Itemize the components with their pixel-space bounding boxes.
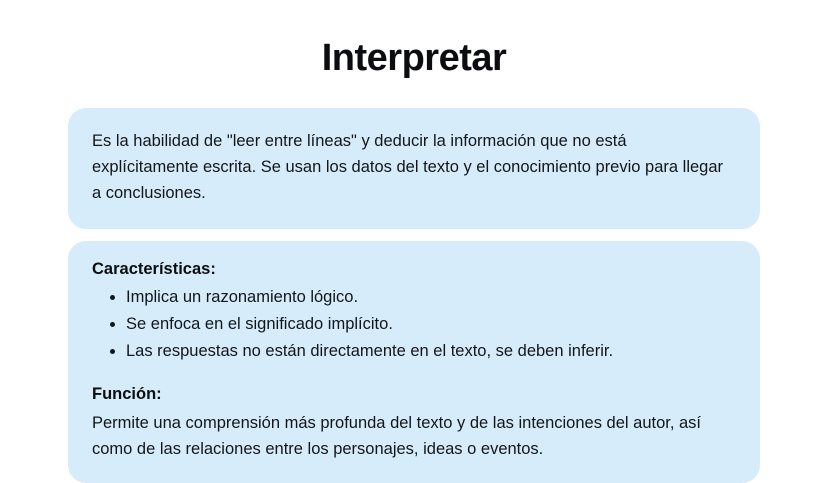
list-item: • Se enfoca en el significado implícito. [126, 311, 736, 338]
function-paragraph: Permite una comprensión más profunda del texto y de las intenciones del autor, así como de las relaciones entre los personajes, ideas o eventos. [92, 414, 702, 459]
details-card [68, 241, 760, 483]
intro-paragraph: Es la habilidad de "leer entre líneas" y deducir la información que no está explícitamente escrita. Se usan los datos del texto y el conocimiento previo para llegar a conclusiones. [92, 131, 724, 203]
characteristics-list [92, 284, 736, 364]
list-item: • Implica un razonamiento lógico. [126, 284, 736, 311]
function-heading: Función: [92, 385, 162, 404]
list-item: • Las respuestas no están directamente en el texto, se deben inferir. [126, 338, 736, 365]
characteristics-heading: Características: [92, 259, 216, 278]
page-title: Interpretar [321, 37, 507, 79]
section-divider-space [92, 364, 736, 382]
intro-card [68, 108, 760, 229]
